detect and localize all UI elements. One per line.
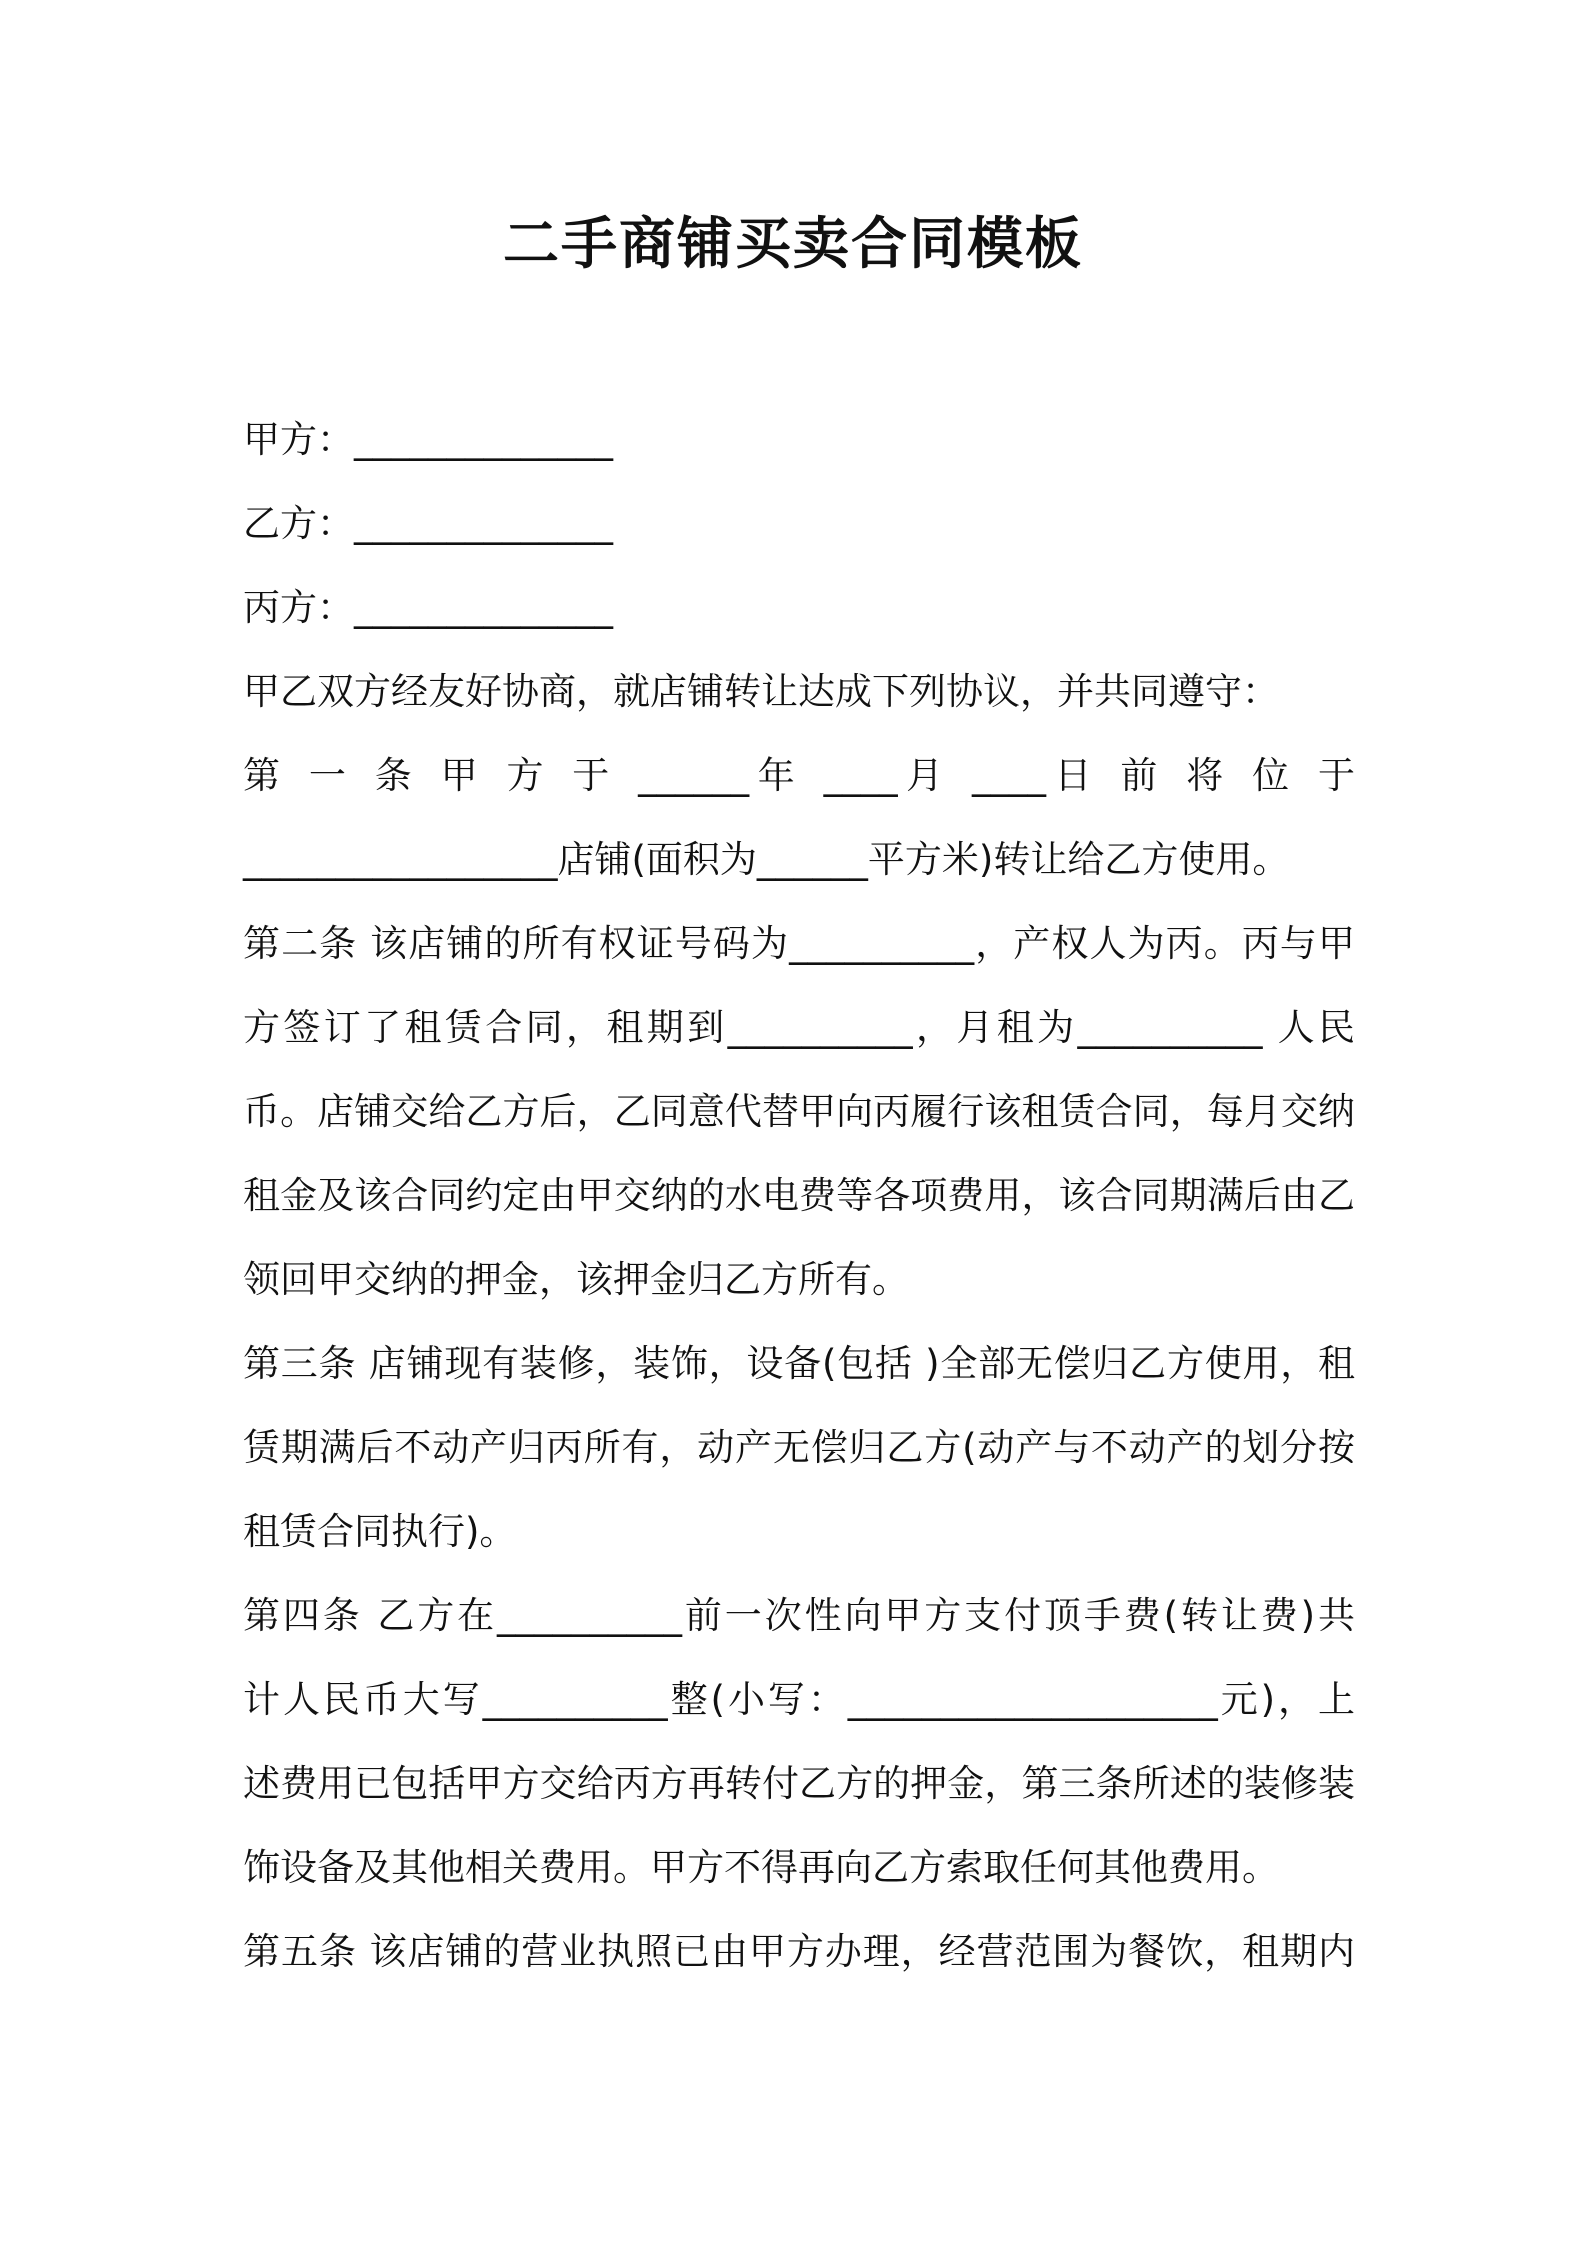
article-2-line-4: 租金及该合同约定由甲交纳的水电费等各项费用，该合同期满后由乙 bbox=[243, 1174, 1355, 1217]
article-1-line-2: _________________店铺(面积为______平方米)转让给乙方使用。 bbox=[243, 838, 1290, 881]
article-2-line-5: 领回甲交纳的押金，该押金归乙方所有。 bbox=[243, 1258, 909, 1301]
article-4-line-1: 第四条 乙方在__________前一次性向甲方支付顶手费(转让费)共 bbox=[243, 1594, 1355, 1637]
article-3-line-1: 第三条 店铺现有装修，装饰，设备(包括 )全部无偿归乙方使用，租 bbox=[243, 1342, 1355, 1385]
document-title: 二手商铺买卖合同模板 bbox=[503, 212, 1083, 277]
party-a-line: 甲方：______________ bbox=[243, 418, 613, 461]
article-1-line-1: 第 一 条 甲 方 于 ______年 ____月 ____日 前 将 位 于 bbox=[243, 754, 1355, 797]
article-3-line-3: 租赁合同执行)。 bbox=[243, 1510, 517, 1553]
article-3-line-2: 赁期满后不动产归丙所有，动产无偿归乙方(动产与不动产的划分按 bbox=[243, 1426, 1355, 1469]
article-5-line-1: 第五条 该店铺的营业执照已由甲方办理，经营范围为餐饮，租期内 bbox=[243, 1930, 1355, 1973]
article-4-line-4: 饰设备及其他相关费用。甲方不得再向乙方索取任何其他费用。 bbox=[243, 1846, 1279, 1889]
party-c-line: 丙方：______________ bbox=[243, 586, 613, 629]
article-2-line-3: 币。店铺交给乙方后，乙同意代替甲向丙履行该租赁合同，每月交纳 bbox=[243, 1090, 1355, 1133]
article-4-line-2: 计人民币大写__________整(小写：____________________元)，上 bbox=[243, 1678, 1355, 1721]
preamble-line: 甲乙双方经友好协商，就店铺转让达成下列协议，并共同遵守： bbox=[243, 670, 1279, 713]
document-body bbox=[243, 398, 1355, 1994]
article-4-line-3: 述费用已包括甲方交给丙方再转付乙方的押金，第三条所述的装修装 bbox=[243, 1762, 1355, 1805]
article-2-line-1: 第二条 该店铺的所有权证号码为__________，产权人为丙。丙与甲 bbox=[243, 922, 1355, 965]
article-2-line-2: 方签订了租赁合同，租期到__________，月租为__________ 人民 bbox=[243, 1006, 1355, 1049]
party-b-line: 乙方：______________ bbox=[243, 502, 613, 545]
